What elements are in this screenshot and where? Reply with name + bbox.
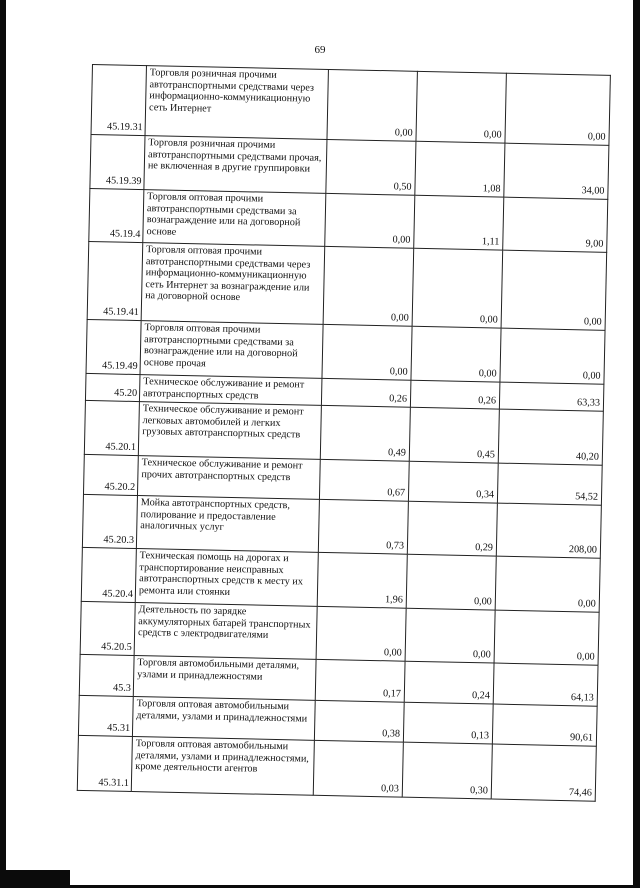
- value-col-3: 0,00: [500, 328, 605, 384]
- value-col-2: 1,11: [414, 195, 504, 250]
- activity-name: Техническая помощь на дорогах и транспортирование неисправных автотранспортных средств к месту их ремонта или стоянки: [135, 549, 318, 607]
- value-col-3: 0,00: [505, 73, 610, 145]
- activity-code: 45.20.1: [84, 400, 139, 455]
- scan-edge-right: [633, 0, 640, 888]
- activity-name: Торговля розничная прочими автотранспортными средствами прочая, не включенная в другие группировки: [144, 136, 327, 194]
- activity-name: Торговля оптовая прочими автотранспортными средствами через информационно-коммуникационную сеть Интернет за вознаграждение или на договорной основе: [141, 243, 325, 325]
- activity-code: 45.20: [85, 373, 140, 401]
- activity-code: 45.19.39: [90, 134, 145, 189]
- value-col-3: 34,00: [504, 143, 609, 199]
- value-col-1: 0,00: [323, 246, 414, 326]
- value-col-3: 63,33: [499, 382, 604, 411]
- value-col-2: 0,00: [416, 71, 506, 143]
- value-col-3: 64,13: [493, 663, 598, 706]
- activity-code: 45.20.3: [82, 494, 137, 548]
- value-col-2: 0,13: [403, 702, 493, 744]
- value-col-2: 0,00: [405, 608, 495, 663]
- value-col-1: 0,03: [313, 740, 403, 797]
- value-col-1: 0,50: [326, 139, 416, 195]
- value-col-1: 0,73: [318, 499, 408, 554]
- value-col-3: 74,46: [491, 744, 596, 801]
- value-col-2: 0,34: [408, 461, 498, 503]
- value-col-3: 54,52: [497, 463, 602, 505]
- value-col-2: 0,24: [404, 661, 494, 704]
- value-col-3: 90,61: [492, 704, 597, 746]
- activity-code: 45.19.4: [89, 188, 144, 242]
- activity-name: Торговля оптовая автомобильными деталями, узлами и принадлежностями: [132, 697, 315, 741]
- value-col-3: 0,00: [501, 250, 607, 330]
- value-col-1: 0,38: [314, 700, 404, 742]
- value-col-1: 0,26: [321, 378, 411, 407]
- activity-name: Торговля автомобильными деталями, узлами и принадлежностями: [133, 656, 316, 701]
- value-col-1: 1,96: [317, 552, 407, 608]
- activity-code: 45.31: [78, 695, 133, 736]
- value-col-2: 0,00: [411, 326, 501, 382]
- value-col-3: 0,00: [495, 556, 600, 612]
- activity-code: 45.3: [79, 654, 134, 696]
- value-col-2: 0,26: [410, 380, 500, 409]
- activity-name: Деятельность по зарядке аккумуляторных батарей транспортных средств с электродвигателями: [134, 603, 317, 660]
- activity-name: Торговля оптовая автомобильными деталями, узлами и принадлежностями, кроме деятельности агентов: [131, 736, 314, 795]
- activity-name: Торговля оптовая прочими автотранспортными средствами за вознаграждение или на договорной основе: [143, 190, 326, 247]
- activity-code: 45.20.4: [81, 547, 136, 602]
- value-col-3: 40,20: [498, 409, 603, 465]
- value-col-1: 0,00: [316, 606, 406, 661]
- value-col-3: 0,00: [494, 610, 599, 665]
- activity-code: 45.31.1: [77, 735, 132, 791]
- page-number: 69: [314, 44, 326, 56]
- value-col-1: 0,00: [325, 193, 415, 248]
- table-row: [91, 65, 610, 146]
- activity-name: Мойка автотранспортных средств, полирование и предоставление аналогичных услуг: [136, 496, 319, 553]
- value-col-1: 0,17: [315, 659, 405, 702]
- scan-edge-left: [0, 0, 6, 888]
- value-col-3: 208,00: [496, 503, 601, 558]
- value-col-1: 0,67: [319, 459, 409, 501]
- value-col-2: 0,45: [409, 407, 499, 463]
- activity-code: 45.20.5: [80, 601, 135, 655]
- activity-code: 45.19.49: [86, 319, 141, 374]
- table-row: [87, 241, 607, 330]
- value-col-1: 0,49: [320, 405, 410, 461]
- value-col-1: 0,00: [327, 69, 417, 141]
- value-col-3: 9,00: [503, 197, 608, 252]
- activity-name: Торговля оптовая прочими автотранспортными средствами за вознаграждение или на договорной основе прочая: [140, 321, 323, 379]
- value-col-2: 0,29: [407, 501, 497, 556]
- value-col-2: 1,08: [415, 141, 505, 197]
- activity-name: Техническое обслуживание и ремонт прочих автотранспортных средств: [137, 456, 320, 500]
- value-col-2: 0,00: [406, 554, 496, 610]
- activity-code: 45.20.2: [83, 454, 138, 495]
- okved-table: [77, 64, 611, 802]
- activity-code: 45.19.41: [87, 241, 143, 320]
- activity-code: 45.19.31: [91, 65, 146, 136]
- value-col-2: 0,00: [412, 248, 503, 328]
- value-col-2: 0,30: [402, 742, 492, 799]
- table-row: [77, 735, 596, 801]
- activity-name: Техническое обслуживание и ремонт легковых автомобилей и легких грузовых автотранспортных средств: [138, 402, 321, 460]
- activity-name: Торговля розничная прочими автотранспортными средствами через информационно-коммуникационную сеть Интернет: [145, 66, 328, 140]
- activity-name: Техническое обслуживание и ремонт автотранспортных средств: [139, 375, 322, 406]
- value-col-1: 0,00: [322, 324, 412, 380]
